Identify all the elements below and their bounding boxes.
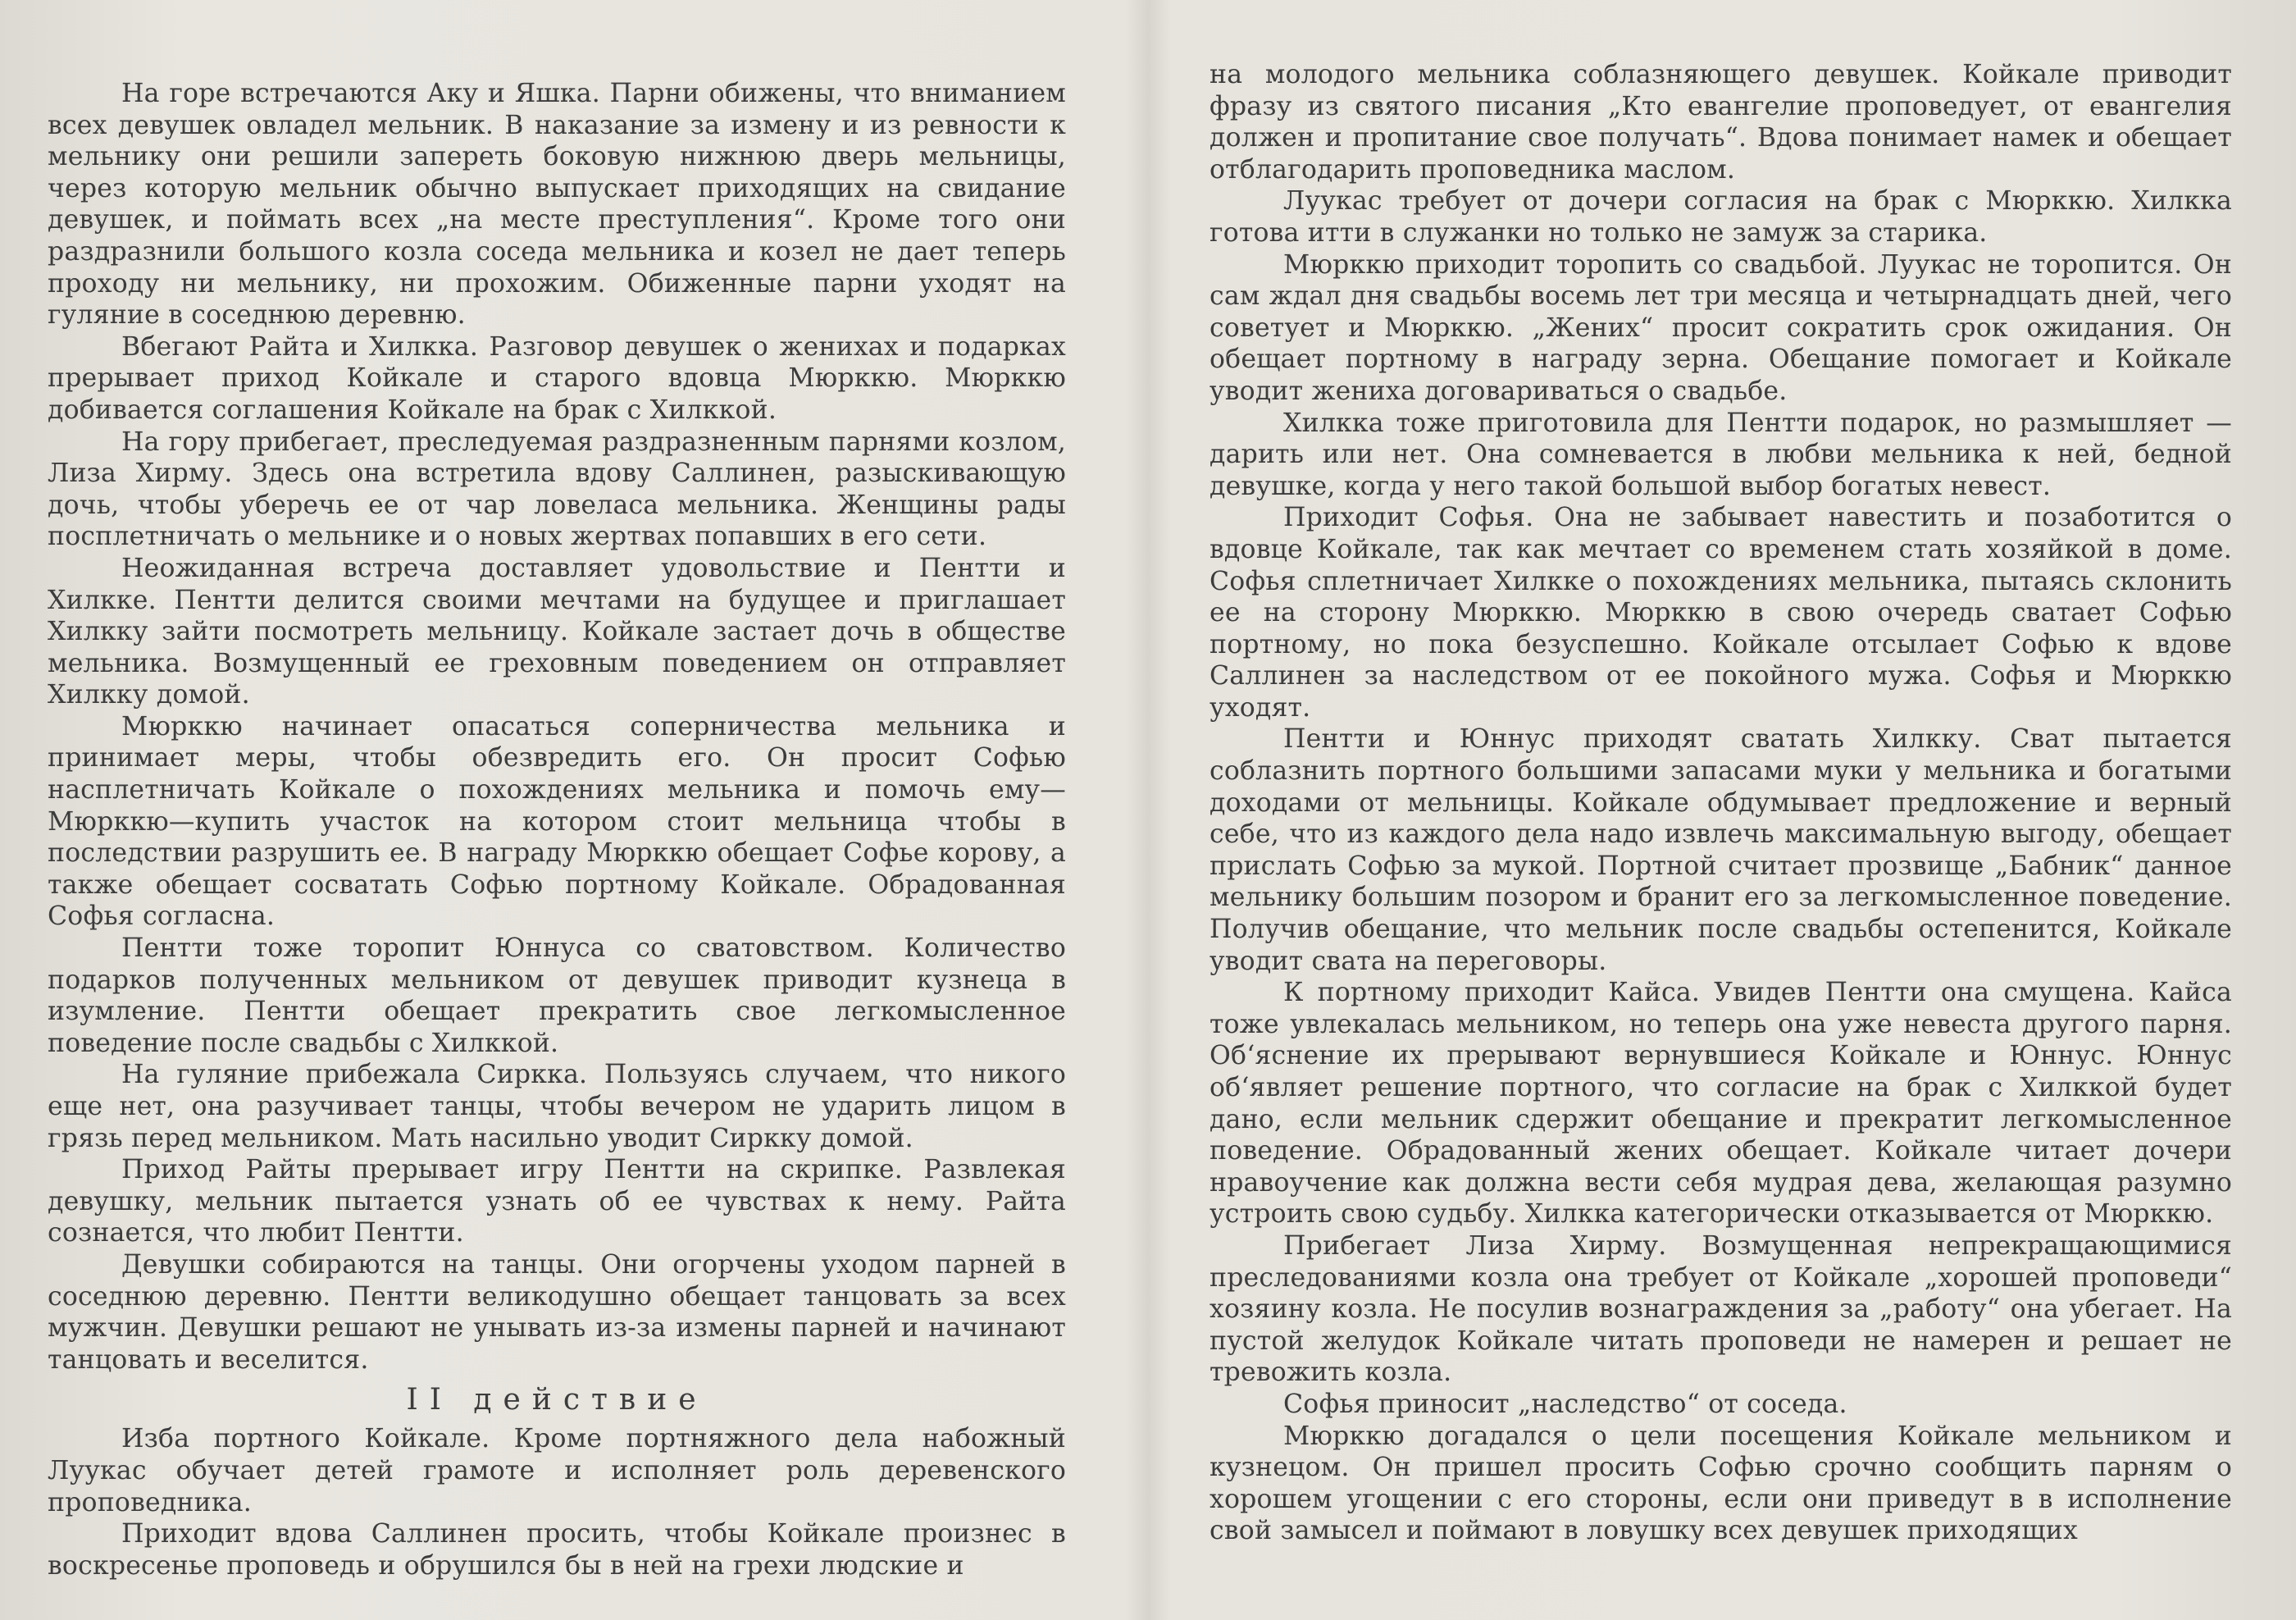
paragraph: На горе встречаются Аку и Яшка. Парни обижены, что вниманием всех девушек овладел мельник. В наказание за измену и из ревности к мельнику они решили запереть боковую нижнюю дверь мельницы, через которую мельник обычно выпускает приходящих на свидание девушек, и поймать всех „на месте преступления“. Кроме того они раздразнили большого козла соседа мельника и козел не дает теперь проходу ни мельнику, ни прохожим. Обиженные парни уходят на гуляние в соседнюю деревню. — [48, 79, 1066, 331]
paragraph: Изба портного Койкале. Кроме портняжного дела набожный Луукас обучает детей грамоте и исполняет роль деревенского проповедника. — [48, 1424, 1066, 1517]
paragraph: Луукас требует от дочери согласия на брак с Мюрккю. Хилкка готова итти в служанки но только не замуж за старика. — [1210, 186, 2232, 248]
paragraph: Пентти тоже торопит Юннуса со сватовством. Количество подарков полученных мельником от девушек приводит кузнеца в изумление. Пентти обещает прекратить свое легкомысленное поведение после свадьбы с Хилккой. — [48, 933, 1066, 1058]
paragraph: Прибегает Лиза Хирму. Возмущенная непрекращающимися преследованиями козла она требует от Койкале „хорошей проповеди“ хозяину козла. Не посулив вознаграждения за „работу“ она убегает. На пустой желудок Койкале читать проповеди не намерен и решает не тревожить козла. — [1210, 1230, 2232, 1388]
act-heading: II действие — [406, 1383, 708, 1417]
paragraph: К портному приходит Кайса. Увидев Пентти она смущена. Кайса тоже увлекалась мельником, но теперь она уже невеста другого парня. Об‘яснение их прерывают вернувшиеся Койкале и Юннус. Юннус об‘являет решение портного, что согласие на брак с Хилккой будет дано, если мельник сдержит обещание и прекратит легкомысленное поведение. Обрадованный жених обещает. Койкале читает дочери нравоучение как должна вести себя мудрая дева, желающая разумно устроить свою судьбу. Хилкка категорически отказывается от Мюрккю. — [1210, 978, 2232, 1230]
paragraph: Неожиданная встреча доставляет удовольствие и Пентти и Хилкке. Пентти делится своими мечтами на будущее и приглашает Хилкку зайти посмотреть мельницу. Койкале застает дочь в обществе мельника. Возмущенный ее греховным поведением он отправляет Хилкку домой. — [48, 553, 1066, 710]
paragraph: Приходит Софья. Она не забывает навестить и позаботится о вдовце Койкале, так как мечтает со временем стать хозяйкой в доме. Софья сплетничает Хилкке о похождениях мельника, пытаясь склонить ее на сторону Мюрккю. Мюрккю в свою очередь сватает Софью портному, но пока безуспешно. Койкале отсылает Софью к вдове Саллинен за наследством от ее покойного мужа. Софья и Мюрккю уходят. — [1210, 503, 2232, 723]
paragraph: На гуляние прибежала Сиркка. Пользуясь случаем, что никого еще нет, она разучивает танцы, чтобы вечером не ударить лицом в грязь перед мельником. Мать насильно уводит Сиркку домой. — [48, 1060, 1066, 1153]
paragraph: Мюрккю догадался о цели посещения Койкале мельником и кузнецом. Он пришел просить Софью срочно сообщить парням о хорошем угощении с его стороны, если они приведут в в исполнение свой замысел и поймают в ловушку всех девушек приходящих — [1210, 1421, 2232, 1546]
paragraph: Приходит вдова Саллинен просить, чтобы Койкале произнес в воскресенье проповедь и обрушился бы в ней на грехи людские и — [48, 1519, 1066, 1581]
paragraph: Пентти и Юннус приходят сватать Хилкку. Сват пытается соблазнить портного большими запасами муки у мельника и богатыми доходами от мельницы. Койкале обдумывает предложение и верный себе, что из каждого дела надо извлечь максимальную выгоду, обещает прислать Софью за мукой. Портной считает прозвище „Бабник“ данное мельнику большим позором и бранит его за легкомысленное поведение. Получив обещание, что мельник после свадьбы остепенится, Койкале уводит свата на переговоры. — [1210, 724, 2232, 976]
paragraph: Вбегают Райта и Хилкка. Разговор девушек о женихах и подарках прерывает приход Койкале и старого вдовца Мюрккю. Мюрккю добивается соглашения Койкале на брак с Хилккой. — [48, 331, 1066, 425]
paragraph: Хилкка тоже приготовила для Пентти подарок, но размышляет —дарить или нет. Она сомневается в любви мельника к ней, бедной девушке, когда у него такой большой выбор богатых невест. — [1210, 408, 2232, 501]
paragraph-continued: на молодого мельника соблазняющего девушек. Койкале приводит фразу из святого писания „Кто евангелие проповедует, от евангелия должен и пропитание свое получать“. Вдова понимает намек и обещает отблагодарить проповедника маслом. — [1210, 60, 2232, 185]
paragraph: Софья приносит „наследство“ от соседа. — [1283, 1389, 1847, 1419]
paragraph: Приход Райты прерывает игру Пентти на скрипке. Развлекая девушку, мельник пытается узнать об ее чувствах к нему. Райта сознается, что любит Пентти. — [48, 1155, 1066, 1248]
paragraph: Мюрккю начинает опасаться соперничества мельника и принимает меры, чтобы обезвредить его. Он просит Софью насплетничать Койкале о похождениях мельника и помочь ему—Мюрккю—купить участок на котором стоит мельница чтобы в последствии разрушить ее. В награду Мюрккю обещает Софье корову, а также обещает сосватать Софью портному Койкале. Обрадованная Софья согласна. — [48, 711, 1066, 932]
paragraph: Девушки собираются на танцы. Они огорчены уходом парней в соседнюю деревню. Пентти великодушно обещает танцовать за всех мужчин. Девушки решают не унывать из-за измены парней и начинают танцовать и веселится. — [48, 1249, 1066, 1375]
paragraph: Мюрккю приходит торопить со свадьбой. Луукас не торопится. Он сам ждал дня свадьбы восемь лет три месяца и четырнадцать дней, чего советует и Мюрккю. „Жених“ просит сократить срок ожидания. Он обещает портному в награду зерна. Обещание помогает и Койкале уводит жениха договариваться о свадьбе. — [1210, 249, 2232, 406]
paragraph: На гору прибегает, преследуемая раздразненным парнями козлом, Лиза Хирму. Здесь она встретила вдову Саллинен, разыскивающую дочь, чтобы уберечь ее от чар ловеласа мельника. Женщины рады посплетничать о мельнике и о новых жертвах попавших в его сети. — [48, 427, 1066, 552]
right-page — [1148, 0, 2296, 1620]
